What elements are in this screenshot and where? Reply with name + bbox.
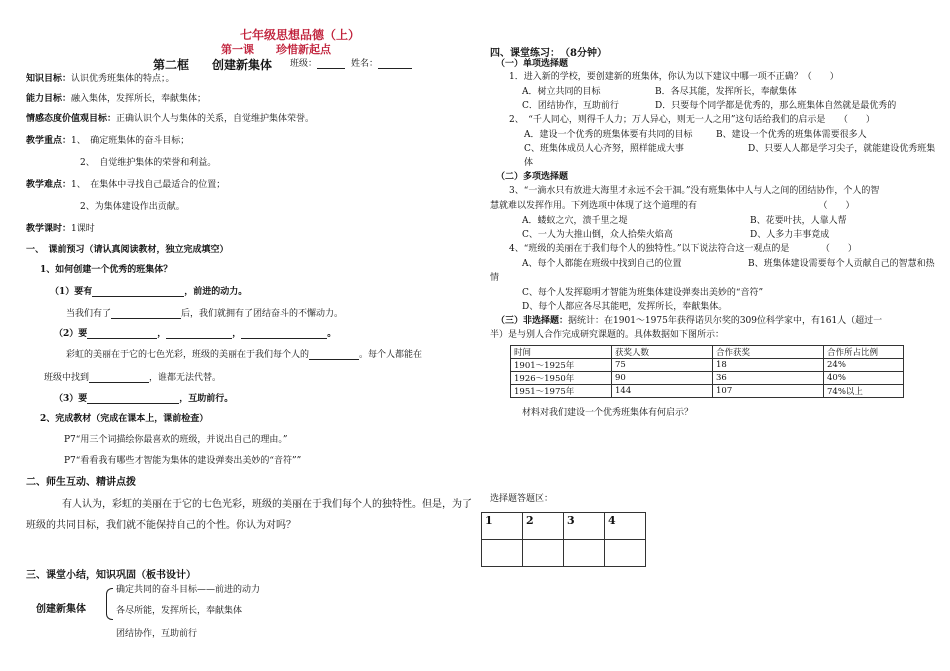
summary-brace — [106, 588, 113, 620]
q3-option-d: D、人多力丰事竟成 — [750, 230, 830, 240]
q4-stem: 4、“班级的美丽在于我们每个人的独特性。”以下说法符合这一观点的是 （ ） — [509, 244, 857, 254]
preview-p2-line1 — [54, 328, 336, 340]
table-cell: 1951～1975年 — [511, 385, 612, 398]
emotion-text: 正确认识个人与集体的关系，自觉维护集体荣誉。 — [116, 114, 315, 124]
p1-text-b: 后，我们就拥有了团结奋斗的不懈动力。 — [181, 309, 344, 319]
difficulty-1 — [26, 180, 225, 191]
table-header-row — [511, 346, 904, 359]
table-cell: 144 — [612, 385, 713, 398]
p1-text-a: 当我们有了 — [66, 309, 112, 319]
preview-p7-2: P7“看看我有哪些才智能为集体的建设弹奏出美妙的“音符”” — [64, 456, 302, 466]
q3-stem: 3、“一滴水只有放进大海里才永远不会干涸。”没有班集体中人与人之间的团结协作，个人的智 — [509, 186, 880, 196]
preview-p2-line2 — [66, 349, 422, 361]
q5-text: 据统计：在1901～1975年获得诺贝尔奖的309位科学家中，有161人（超过一 — [568, 316, 883, 326]
ability-text: 融入集体，发挥所长，奉献集体； — [71, 94, 207, 104]
answer-area-label: 选择题答题区： — [490, 494, 554, 504]
document-title: 七年级思想品德（上） — [240, 28, 361, 42]
p2-prefix: （2）要 — [54, 329, 88, 339]
p2-period: 。 — [327, 329, 337, 339]
summary-item-2: 各尽所能，发挥所长，奉献集体 — [116, 606, 243, 616]
name-label: 姓名： — [351, 59, 379, 69]
class-hours — [26, 224, 95, 235]
answer-cell-2[interactable] — [523, 540, 564, 567]
difficulty-2: 2、为集体建设作出贡献。 — [80, 202, 185, 212]
q5-stem-cont: 半）是与别人合作完成研究课题的。具体数据如下图所示： — [490, 330, 725, 340]
knowledge-objective — [26, 74, 175, 85]
p1-blank-1[interactable] — [92, 286, 184, 297]
nonchoice-heading: （三）非选择题： — [496, 316, 569, 326]
table-cell: 107 — [713, 385, 824, 398]
q4-option-b-cont: 情 — [490, 273, 500, 283]
answer-grid — [481, 512, 646, 567]
nobel-table — [510, 345, 904, 398]
preview-p3 — [54, 393, 233, 405]
preview-p2-line3 — [44, 372, 221, 384]
q2-option-c: C、班集体成员人心齐努，照样能成大事 — [524, 144, 684, 154]
summary-root: 创建新集体 — [36, 604, 86, 615]
hours-text: 1课时 — [71, 224, 95, 234]
class-input[interactable] — [317, 58, 345, 69]
p2-blank-1[interactable] — [87, 328, 157, 339]
table-header-cell: 获奖人数 — [612, 346, 713, 359]
preview-heading: 一、 课前预习（请认真阅读教材，独立完成填空） — [26, 245, 229, 255]
summary-heading: 三、课堂小结，知识巩固（板书设计） — [26, 570, 196, 581]
table-cell: 1926～1950年 — [511, 372, 612, 385]
q4-option-d: D、每个人都应各尽其能吧，发挥所长，奉献集体。 — [522, 302, 728, 312]
q2-option-d-cont: 体 — [524, 158, 534, 168]
preview-p1-line2 — [66, 308, 343, 320]
emotion-objective — [26, 114, 314, 125]
q3-option-c: C、一人为大推山倒，众人拾柴火焰高 — [522, 230, 673, 240]
lesson-title: 第一课 珍惜新起点 — [221, 43, 331, 56]
q4-option-c: C、每个人发挥聪明才智能为班集体建设弹奏出美妙的“音符” — [522, 288, 764, 298]
difficulty-text-1: 1、 在集体中寻找自己最适合的位置； — [71, 180, 226, 190]
preview-q1: 1、如何创建一个优秀的班集体？ — [40, 265, 173, 275]
table-cell: 36 — [713, 372, 824, 385]
q1-option-c: C．团结协作，互助前行 — [522, 101, 619, 111]
knowledge-label: 知识目标： — [26, 74, 72, 84]
p3-blank[interactable] — [87, 393, 179, 404]
p2-blank-2[interactable] — [166, 328, 232, 339]
table-header-cell: 时间 — [511, 346, 612, 359]
preview-q2: 2、完成教材（完成在课本上，课前检查） — [40, 414, 209, 424]
key-label: 教学重点： — [26, 136, 72, 146]
preview-p7-1: P7“用三个词描绘你最喜欢的班级，并说出自己的理由。” — [64, 435, 288, 445]
p2-blank-4[interactable] — [309, 349, 359, 360]
table-row — [511, 372, 904, 385]
hours-label: 教学课时： — [26, 224, 72, 234]
table-row — [511, 385, 904, 398]
p1-suffix: ，前进的动力。 — [184, 287, 248, 297]
p2-text-a: 彩虹的美丽在于它的七色光彩，班级的美丽在于我们每个人的 — [66, 350, 310, 360]
summary-item-3: 团结协作，互助前行 — [116, 629, 198, 639]
p2-text-d: ，谁都无法代替。 — [149, 373, 222, 383]
q1-option-b: B．各尽其能，发挥所长，奉献集体 — [655, 87, 797, 97]
multi-choice-heading: （二）多项选择题 — [496, 172, 569, 182]
p2-comma: ， — [157, 329, 167, 339]
p2-blank-3[interactable] — [241, 328, 327, 339]
q5-stem — [496, 316, 882, 327]
table-cell: 1901～1925年 — [511, 359, 612, 372]
emotion-label: 情感态度价值观目标： — [26, 114, 117, 124]
class-label: 班级： — [290, 59, 318, 69]
table-cell: 75 — [612, 359, 713, 372]
table-row — [511, 359, 904, 372]
answer-input-row — [482, 540, 646, 567]
name-input[interactable] — [378, 58, 412, 69]
table-cell: 18 — [713, 359, 824, 372]
summary-item-1: 确定共同的奋斗目标——前进的动力 — [116, 585, 261, 595]
p1-prefix: （1）要有 — [50, 287, 93, 297]
table-header-cell: 合作获奖 — [713, 346, 824, 359]
q4-option-b: B、班集体建设需要每个人贡献自己的智慧和热 — [748, 259, 935, 269]
difficulty-label: 教学难点： — [26, 180, 72, 190]
p2-comma-2: ， — [232, 329, 242, 339]
key-point-1 — [26, 136, 189, 147]
q3-option-a: A．蝼蚁之穴，溃千里之堤 — [522, 216, 628, 226]
q4-option-a: A、每个人都能在班级中找到自己的位置 — [522, 259, 682, 269]
ability-objective — [26, 94, 206, 105]
q1-stem: 1．进入新的学校，要创建新的班集体，你认为以下建议中哪一项不正确？（ ） — [509, 72, 839, 82]
key-text-1: 1、 确定班集体的奋斗目标； — [71, 136, 190, 146]
discussion-line1: 有人认为，彩虹的美丽在于它的七色光彩，班级的美丽在于我们每个人的独特性。但是，为了 — [62, 499, 472, 510]
table-cell: 90 — [612, 372, 713, 385]
table-header-cell: 合作所占比例 — [824, 346, 904, 359]
preview-p1-line1 — [50, 286, 247, 298]
ability-label: 能力目标： — [26, 94, 72, 104]
section-title: 创建新集体 — [212, 58, 273, 72]
q2-option-d: D、只要人人都是学习尖子，就能建设优秀班集 — [748, 144, 936, 154]
answer-number-4: 4 — [605, 513, 646, 540]
p3-suffix: ，互助前行。 — [179, 394, 234, 404]
answer-cell-3[interactable] — [564, 540, 605, 567]
answer-cell-1[interactable] — [482, 540, 523, 567]
knowledge-text: 认识优秀班集体的特点；。 — [71, 74, 175, 84]
discussion-line2: 班级的共同目标，我们就不能保持自己的个性。你认为对吗？ — [26, 520, 296, 531]
p1-blank-2[interactable] — [111, 308, 181, 319]
q2-stem: 2、 “千人同心，则得千人力；万人异心，则无一人之用”这句话给我们的启示是 （ ） — [509, 115, 875, 125]
answer-number-2: 2 — [523, 513, 564, 540]
q2-option-b: B、建设一个优秀的班集体需要很多人 — [716, 130, 867, 140]
single-choice-heading: （一）单项选择题 — [496, 59, 569, 69]
q3-stem-cont: 慧就难以发挥作用。下列选项中体现了这个道理的有 （ ） — [490, 201, 855, 211]
q1-option-d: D．只要每个同学都是优秀的，那么班集体自然就是最优秀的 — [655, 101, 897, 111]
discussion-heading: 二、师生互动、精讲点拨 — [26, 477, 136, 488]
q3-option-b: B、花要叶扶，人靠人帮 — [750, 216, 847, 226]
answer-cell-4[interactable] — [605, 540, 646, 567]
p3-prefix: （3）要 — [54, 394, 88, 404]
table-cell: 74%以上 — [824, 385, 904, 398]
answer-number-1: 1 — [482, 513, 523, 540]
class-field — [290, 58, 412, 70]
table-cell: 40% — [824, 372, 904, 385]
answer-number-3: 3 — [564, 513, 605, 540]
q2-option-a: A．建设一个优秀的班集体要有共同的目标 — [524, 130, 693, 140]
exercise-heading: 四、课堂练习： （8分钟） — [490, 48, 607, 59]
p2-text-c: 班级中找到 — [44, 373, 90, 383]
q5-question: 材料对我们建设一个优秀班集体有何启示？ — [522, 408, 694, 418]
answer-number-row — [482, 513, 646, 540]
key-point-2: 2、 自觉维护集体的荣誉和利益。 — [80, 158, 217, 168]
p2-blank-5[interactable] — [89, 372, 149, 383]
p2-text-b: 。每个人都能在 — [359, 350, 423, 360]
section-number: 第二框 — [153, 58, 190, 72]
table-cell: 24% — [824, 359, 904, 372]
q1-option-a: A．树立共同的目标 — [522, 87, 601, 97]
